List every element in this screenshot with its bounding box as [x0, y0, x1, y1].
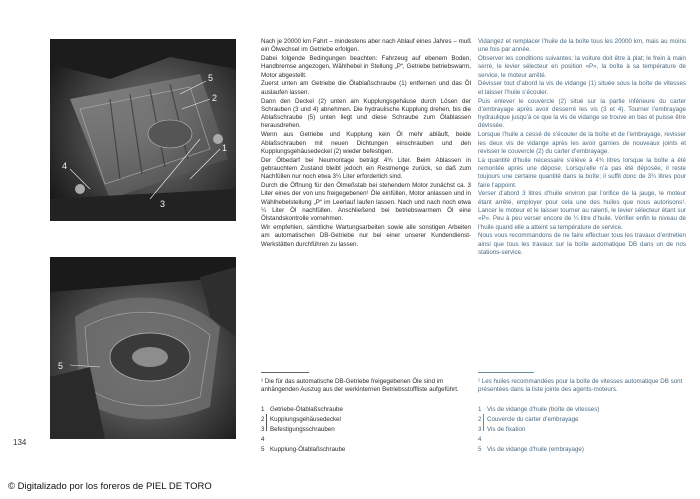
german-paragraph: Wir empfehlen, sämtliche Wartungsarbeiten sowie alle sonstigen Arbeiten am automatischen DB-Getriebe nur bei einer unserer Kundendienst-Werkstätten durchführen zu lassen.	[261, 224, 471, 248]
german-footnote-divider	[261, 372, 309, 373]
german-paragraph: Zuerst unten am Getriebe die Ölablaßschraube (1) entfernen und das Öl auslaufen lassen.	[261, 80, 471, 96]
german-paragraph: Wenn aus Getriebe und Kupplung kein Öl mehr abläuft, beide Ablaßschrauben mit neuen Dichtungen einschrauben und den Kupplungsgehäusedeckel (2) wieder befestigen.	[261, 131, 471, 155]
legend-number: 5	[261, 446, 265, 453]
german-paragraph: Der Ölbedarf bei Neumontage beträgt 4¾ Liter. Beim Ablassen in gebrauchtem Zustand bleibt jedoch ein Restmenge zurück, so daß zum Nachfüllen nur noch etwa 3¼ Liter erforderlich sind.	[261, 156, 471, 181]
french-paragraph: Observer les conditions suivantes: la voiture doit être à plat; le frein à main serré, le levier sélecteur en position «P», la boîte à sa température de service, le moteur arrêté.	[478, 55, 686, 79]
callout-4-top: 4	[62, 161, 68, 171]
legend-item	[261, 425, 471, 435]
french-paragraph: La quantité d’huile nécessaire s’élève à 4¾ litres lorsque la boîte a été remontée après une dépose. Lorsqu’elle n’a pas été déposée, il reste toujours une certaine quantité dans la boîte; il suffit donc de 3¼ litres pour faire l’appoint.	[478, 156, 686, 189]
legend-label: Vis de vidange d’huile (embrayage)	[487, 446, 584, 453]
callout-5-bottom: 5	[58, 361, 64, 371]
legend-label: Vis de vidange d’huile (boîte de vitesses)	[487, 406, 600, 413]
french-paragraph: Dévisser tout d’abord la vis de vidange (1) située sous la boîte de vitesses et laisser l’huile s’écouler.	[478, 80, 686, 96]
french-paragraph: Lorsque l’huile a cessé de s’écouler de la boîte et de l’embrayage, revisser les deux vis de vidange après les avoir garnies de nouveaux joints et revisser le couvercle (2) du carter d’embrayage.	[478, 131, 686, 155]
callout-2-top: 2	[212, 93, 218, 103]
scan-credit: © Digitalizado por los foreros de PIEL DE TORO	[8, 481, 212, 492]
legend-number: 4	[478, 436, 482, 443]
callout-1-top: 1	[222, 143, 228, 153]
legend-label: Couvercle du carter d’embrayage	[487, 416, 579, 423]
legend-number: 2	[261, 416, 265, 423]
legend-item	[261, 405, 471, 415]
page-number: 134	[13, 438, 27, 447]
callout-3-top: 3	[160, 199, 166, 209]
french-paragraph: Vidangez et remplacer l’huile de la boîte tous les 20000 km, mais au moins une fois par année.	[478, 38, 686, 54]
gearbox-photo-top-image	[50, 39, 236, 221]
legend-item	[261, 445, 471, 455]
legend-item	[478, 435, 686, 445]
german-legend-bracket	[266, 414, 267, 431]
gearbox-photo-bottom-image	[50, 257, 236, 439]
french-paragraph: Verser d’abord 3 litres d’huile environ par l’orifice de la jauge, le moteur étant arrêté, employer pour cela une des huiles que nous autorisons¹. Lancer le moteur et le laisser tourner au ralenti, le levier sélecteur étant sur «P». Peu à peu verser encore de ¼ litre d’huile. Vérifier enfin le niveau de l’huile quand elle a atteint sa température de service.	[478, 190, 686, 231]
german-legend	[261, 405, 471, 455]
legend-label: Kupplungsgehäusedeckel	[270, 416, 341, 423]
legend-number: 2	[478, 416, 482, 423]
german-text-column	[261, 38, 471, 249]
german-paragraph: Nach je 20000 km Fahrt – mindestens aber nach Ablauf eines Jahres – muß ein Ölwechsel im Getriebe erfolgen.	[261, 38, 471, 54]
legend-number: 1	[261, 406, 265, 413]
legend-item	[478, 405, 686, 415]
german-footnote: ¹ Die für das automatische DB-Getriebe freigegebenen Öle sind im anhängenden Auszug aus der werkinternen Betriebsstoffliste aufgeführt.	[261, 378, 459, 394]
french-footnote-divider	[478, 372, 534, 373]
german-paragraph: Dann den Deckel (2) unten am Kupplungsgehäuse durch Lösen der Schrauben (3 und 4) abnehmen. Die hydraulische Kupplung drehen, bis die Ablaßschraube (5) unten liegt und diese Schraube zum Ölablassen herausdrehen.	[261, 97, 471, 130]
legend-number: 4	[261, 436, 265, 443]
french-paragraph: Puis enlever le couvercle (2) situé sur la partie inférieure du carter d’embrayage après avoir desserré les vis (3 et 4). Tourner l’embrayage hydraulique jusqu’à ce que la vis de vidange se trouve en bas et puisse être dévissée.	[478, 97, 686, 130]
german-paragraph: Durch die Öffnung für den Ölmeßstab bei stehendem Motor zunächst ca. 3 Liter eines der von uns freigegebenen¹ Öle einfüllen, Motor anlassen und in Wählhebelstellung „P“ im Leerlauf laufen lassen. Nach und nach noch etwa ¼ Liter Öl nachfüllen. Anschließend bei betriebswarmem Öl eine Ölstandskontrolle vornehmen.	[261, 182, 471, 223]
legend-number: 1	[478, 406, 482, 413]
legend-number: 3	[478, 426, 482, 433]
callout-5-top: 5	[208, 73, 214, 83]
french-paragraph: Nous vous recommandons de ne faire effectuer tous les travaux d’entretien ainsi que tous les travaux sur la boîte automatique DB dans un de nos stations-service.	[478, 232, 686, 256]
legend-item	[478, 425, 686, 435]
gearbox-photo-bottom	[50, 257, 236, 439]
french-legend	[478, 405, 686, 455]
legend-item	[261, 435, 471, 445]
french-footnote: ¹ Les huiles recommandées pour la boîte de vitesses automatique DB sont présentées dans la liste jointe des agents-moteurs.	[478, 378, 683, 394]
gearbox-photo-top	[50, 39, 236, 221]
french-text-column	[478, 38, 686, 258]
legend-label: Befestigungsschrauben	[270, 426, 335, 433]
legend-item	[478, 445, 686, 455]
legend-label: Getriebe-Ölablaßschraube	[270, 406, 343, 413]
legend-number: 3	[261, 426, 265, 433]
legend-label: Kupplung-Ölablaßschraube	[270, 446, 346, 453]
german-paragraph: Dabei folgende Bedingungen beachten: Fahrzeug auf ebenem Boden, Handbremse angezogen, Wählhebel in Stellung „P“, Getriebe betriebswarm, Motor abgestellt.	[261, 55, 471, 79]
legend-label: Vis de fixation	[487, 426, 526, 433]
legend-item	[261, 415, 471, 425]
legend-item	[478, 415, 686, 425]
legend-number: 5	[478, 446, 482, 453]
french-legend-bracket	[483, 414, 484, 431]
